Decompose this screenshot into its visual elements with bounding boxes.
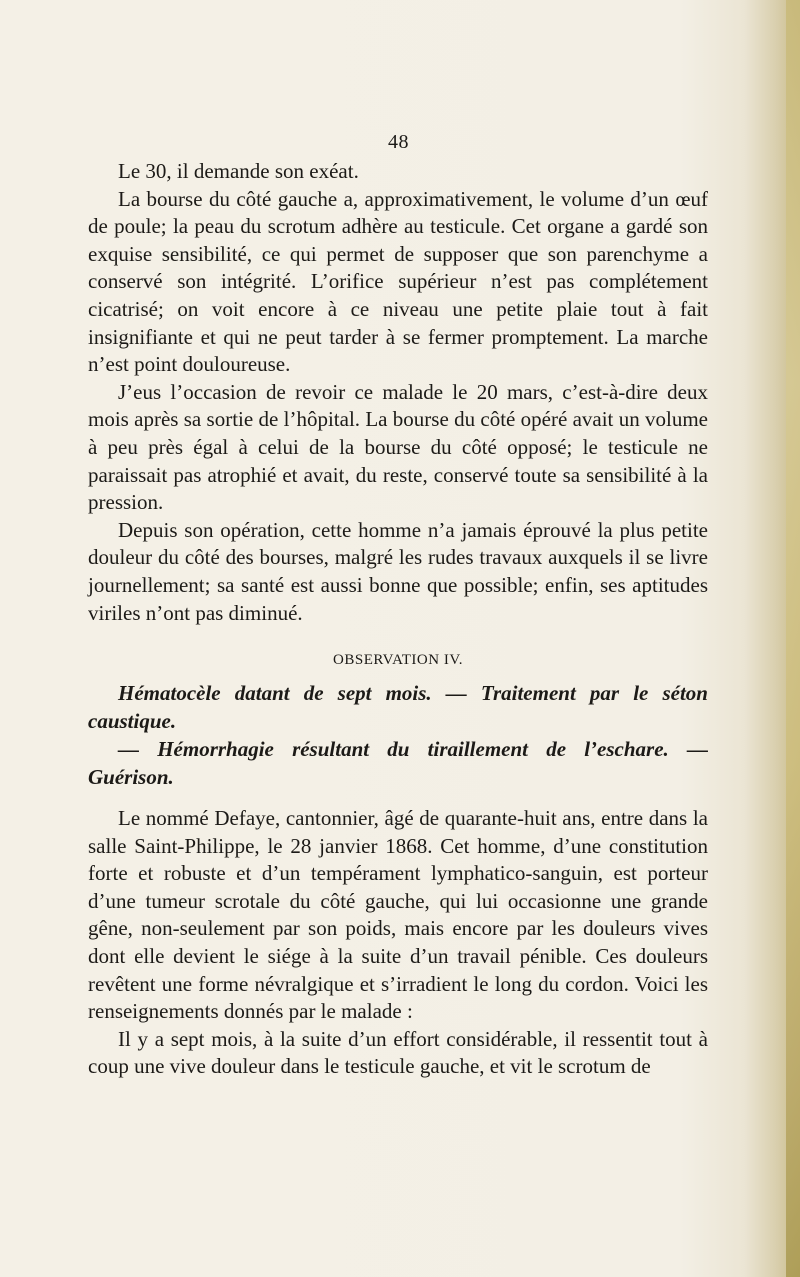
observation-subtitle — [88, 679, 708, 791]
paragraph-exeat: Le 30, il demande son exéat. — [118, 159, 359, 183]
page-edge-stain — [786, 0, 800, 1277]
paragraph-bourse: La bourse du côté gauche a, approximativement, le volume d’un œuf de poule; la peau du scrotum adhère au testicule. Cet organe a gardé son exquise sensibilité, ce qui permet de supposer que son parenchyme a conservé son intégrité. L’orifice supérieur n’est pas complétement cicatrisé; on voit encore à ce niveau une petite plaie tout à fait insignifiante et qui ne peut tarder à se fermer promptement. La marche n’est point douloureuse. — [88, 186, 708, 377]
observation-subtitle-line1: Hématocèle datant de sept mois. — Traitement par le séton caustique. — [88, 681, 708, 734]
paragraph-case-history: Il y a sept mois, à la suite d’un effort considérable, il ressentit tout à coup une vive douleur dans le testicule gauche, et vit le scrotum de — [88, 1026, 708, 1079]
observation-subtitle-line2: — Hémorrhagie résultant du tiraillement de l’eschare. — Guérison. — [88, 737, 708, 790]
paragraph-revisit: J’eus l’occasion de revoir ce malade le 20 mars, c’est-à-dire deux mois après sa sortie de l’hôpital. La bourse du côté opéré avait un volume à peu près égal à celui de la bourse du côté opposé; le testicule ne paraissait pas atrophié et avait, du reste, conservé toute sa sensibilité à la pression. — [88, 379, 708, 515]
page-number: 48 — [388, 131, 409, 153]
paragraph-case-intro: Le nommé Defaye, cantonnier, âgé de quarante-huit ans, entre dans la salle Saint-Philippe, le 28 janvier 1868. Cet homme, d’une constitution forte et robuste et d’un tempérament lymphatico-sanguin, est porteur d’une tumeur scrotale du côté gauche, qui lui occasionne une grande gêne, non-seulement par son poids, mais encore par les douleurs vives dont elle devient le siége à la suite d’un travail pénible. Ces douleurs revêtent une forme névralgique et s’irradient le long du cordon. Voici les renseignements donnés par le malade : — [88, 806, 708, 1024]
paragraph-outcome: Depuis son opération, cette homme n’a jamais éprouvé la plus petite douleur du côté des bourses, malgré les rudes travaux auxquels il se livre journellement; sa santé est aussi bonne que possible; enfin, ses aptitudes viriles n’ont pas diminué. — [88, 517, 708, 625]
body-text — [88, 158, 708, 1081]
observation-title: OBSERVATION IV. — [333, 652, 463, 669]
